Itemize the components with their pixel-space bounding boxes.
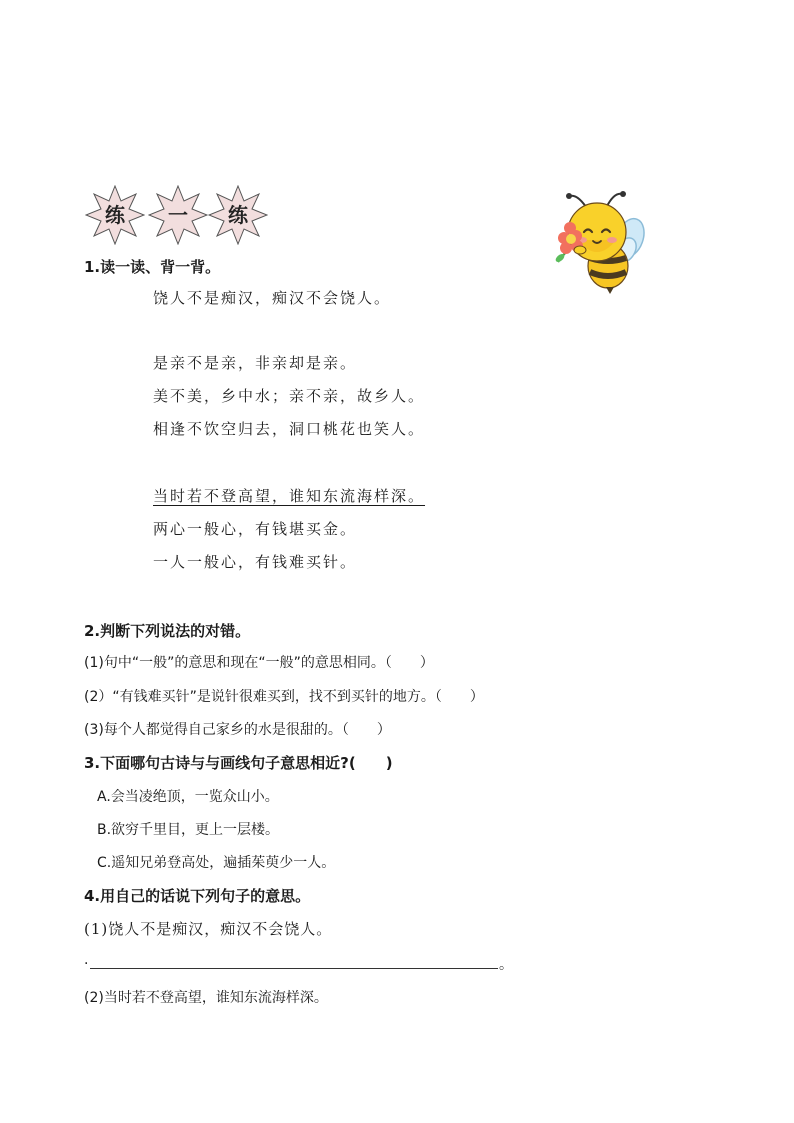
poem-line-underlined: 当时若不登高望，谁知东流海样深。: [153, 487, 426, 505]
question-2-heading: 2.判断下列说法的对错。: [84, 622, 251, 640]
poem-line: 两心一般心，有钱堪买金。: [153, 520, 358, 538]
title-badge-char: 练: [228, 203, 248, 227]
explain-item: (2)当时若不登高望，谁知东流海样深。: [84, 990, 328, 1006]
poem-line: 饶人不是痴汉，痴汉不会饶人。: [153, 289, 392, 307]
poem-line: 美不美，乡中水；亲不亲，故乡人。: [153, 387, 426, 405]
title-badge-char: 一: [168, 203, 188, 227]
title-badge-char: 练: [105, 203, 125, 227]
question-3-heading: 3.下面哪句古诗与与画线句子意思相近?( ): [84, 754, 393, 772]
poem-line: 是亲不是亲，非亲却是亲。: [153, 354, 358, 372]
judgment-item: (3)每个人都觉得自己家乡的水是很甜的。（ ）: [84, 722, 391, 738]
poem-line: 相逢不饮空归去，洞口桃花也笑人。: [153, 420, 426, 438]
title-badge: [85, 185, 145, 245]
question-4-heading: 4.用自己的话说下列句子的意思。: [84, 887, 311, 905]
judgment-item: (1)句中“一般”的意思和现在“一般”的意思相同。（ ）: [84, 655, 434, 671]
question-1-heading: 1.读一读、背一背。: [84, 258, 221, 276]
choice-option: A.会当凌绝顶，一览众山小。: [97, 789, 279, 805]
explain-item: (1)饶人不是痴汉，痴汉不会饶人。: [84, 920, 333, 938]
title-badge: [148, 185, 208, 245]
answer-line-end: 。: [499, 957, 513, 973]
title-badge: [208, 185, 268, 245]
poem-line: 一人一般心，有钱难买针。: [153, 553, 358, 571]
choice-option: C.遥知兄弟登高处，遍插茱萸少一人。: [97, 855, 336, 871]
choice-option: B.欲穷千里目，更上一层楼。: [97, 822, 280, 838]
answer-line-start: .: [84, 952, 89, 968]
judgment-item: (2）“有钱难买针”是说针很难买到，找不到买针的地方。（ ）: [84, 689, 484, 705]
bee-illustration-icon: [548, 188, 648, 296]
answer-blank-line[interactable]: [90, 968, 498, 969]
